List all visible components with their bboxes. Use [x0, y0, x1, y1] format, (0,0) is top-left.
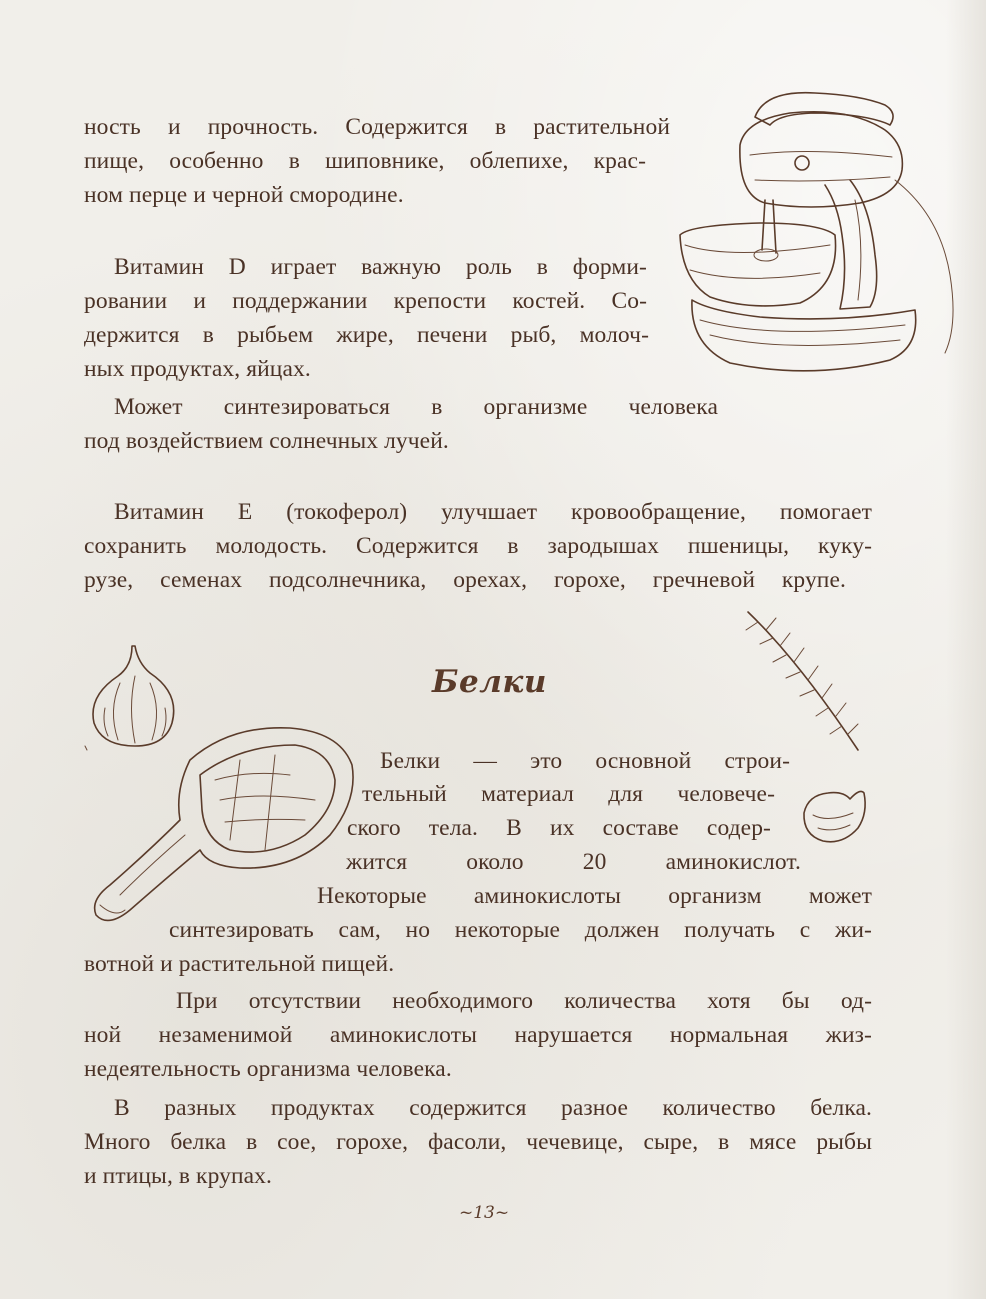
text-line: При отсутствии необходимого количества хотя бы од-	[176, 988, 872, 1014]
text-line: Много белка в сое, горохе, фасоли, чечевице, сыре, в мясе рыбы	[84, 1129, 872, 1155]
text-line: Витамин D играет важную роль в форми-	[114, 254, 647, 280]
text-line: ном перце и черной смородине.	[84, 182, 404, 208]
text-line: пище, особенно в шиповнике, облепихе, крас-	[84, 148, 646, 174]
page-number: ~13~	[459, 1203, 510, 1223]
steak-illustration	[90, 700, 360, 940]
text-line: Некоторые аминокислоты организм может	[317, 883, 872, 909]
stand-mixer-illustration	[670, 85, 970, 385]
text-line: недеятельность организма человека.	[84, 1056, 452, 1082]
text-line: Белки — это основной строи-	[380, 748, 790, 774]
text-line: Может синтезироваться в организме человека	[114, 394, 718, 420]
text-line: ровании и поддержании крепости костей. Со-	[84, 288, 647, 314]
text-line: жится около 20 аминокислот.	[346, 849, 801, 875]
text-line: рузе, семенах подсолнечника, орехах, горохе, гречневой крупе.	[84, 567, 846, 593]
text-line: синтезировать сам, но некоторые должен получать с жи-	[169, 917, 872, 943]
section-heading: Белки	[432, 664, 547, 700]
text-line: ных продуктах, яйцах.	[84, 356, 311, 382]
text-line: ность и прочность. Содержится в растительной	[84, 114, 670, 140]
text-line: Витамин Е (токоферол) улучшает кровообращение, помогает	[114, 499, 872, 525]
garlic-clove-illustration	[798, 783, 878, 853]
text-line: тельный материал для человече-	[362, 781, 775, 807]
text-line: В разных продуктах содержится разное количество белка.	[114, 1095, 872, 1121]
text-line: и птицы, в крупах.	[84, 1163, 272, 1189]
text-line: вотной и растительной пищей.	[84, 951, 395, 977]
text-line: под воздействием солнечных лучей.	[84, 428, 449, 454]
text-line: ского тела. В их составе содер-	[347, 815, 771, 841]
text-line: держится в рыбьем жире, печени рыб, молоч-	[84, 322, 649, 348]
text-line: ной незаменимой аминокислоты нарушается нормальная жиз-	[84, 1022, 872, 1048]
text-line: сохранить молодость. Содержится в зародышах пшеницы, куку-	[84, 533, 872, 559]
rosemary-sprig-illustration	[738, 600, 868, 760]
